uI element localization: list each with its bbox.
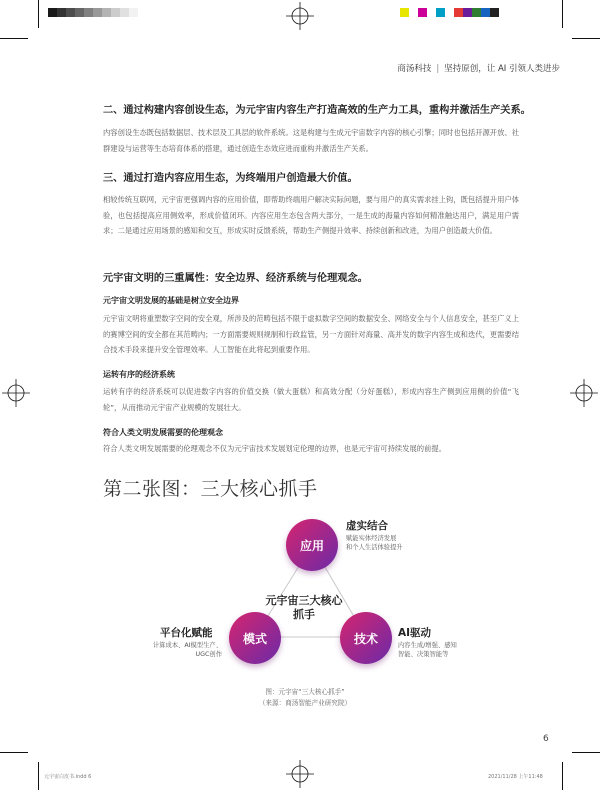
footer-filename: 元宇宙白皮书.indd 6 bbox=[44, 774, 92, 780]
node-right-desc-1: 内容生成/增强、感知 bbox=[398, 642, 457, 649]
page-number: 6 bbox=[543, 734, 549, 744]
node-model-circle: 模式 bbox=[229, 612, 281, 664]
node-right-desc-2: 智能、决策智能等 bbox=[398, 651, 449, 658]
node-left-desc-2: UGC创作 bbox=[195, 651, 222, 658]
node-top-desc-2: 和个人生活体验提升 bbox=[346, 544, 403, 551]
header-brand: 商汤科技 bbox=[397, 64, 432, 74]
ethics-subtitle: 符合人类文明发展需要的伦理观念 bbox=[103, 428, 223, 437]
section-2-title: 二、通过构建内容创设生态，为元宇宙内容生产打造高效的生产力工具，重构并激活生产关系。 bbox=[103, 105, 531, 116]
node-left-title: 平台化赋能 bbox=[160, 627, 213, 639]
figure-caption: 图：元宇宙“三大核心抓手” bbox=[265, 688, 345, 696]
node-left-desc-1: 计算成本、AI模型生产、 bbox=[152, 642, 222, 649]
section-3-body: 相较传统互联网，元宇宙更强调内容的应用价值，即帮助终端用户解决实际问题，要与用户的真实需求挂上钩，既包括提升用户体验，也包括提高应用侧效率，形成价值闭环。内容应用生态包含两大部分，一是生成的海量内容如何精准触达用户，满足用户需求；二是通过应用场景的感知和交互，形成实时反馈系统，帮助生产侧提升效率、持续创新和改进，为用户创造最大价值。 bbox=[103, 195, 519, 235]
header-slogan: 坚持原创，让 AI 引领人类进步 bbox=[444, 64, 560, 74]
node-right-title: AI驱动 bbox=[398, 627, 432, 639]
figure-source: （来源：商汤智能产业研究院） bbox=[258, 699, 352, 707]
node-top-desc-1: 赋能实体经济发展 bbox=[346, 535, 397, 542]
footer-timestamp: 2021/11/28 上午11:48 bbox=[488, 774, 543, 780]
ethics-body: 符合人类文明发展需要的伦理观念不仅为元宇宙技术发展划定伦理的边界，也是元宇宙可持续发展的前提。 bbox=[103, 444, 446, 453]
economy-body: 运转有序的经济系统可以促进数字内容的价值交换（做大蛋糕）和高效分配（分好蛋糕），形成内容生产侧到应用侧的价值“飞轮”，从而推动元宇宙产业规模的发展壮大。 bbox=[103, 387, 519, 412]
economy-subtitle: 运转有序的经济系统 bbox=[103, 370, 175, 379]
section-3-title: 三、通过打造内容应用生态，为终端用户创造最大价值。 bbox=[103, 173, 358, 184]
node-top-title: 虚实结合 bbox=[346, 520, 388, 532]
safety-body: 元宇宙文明将重塑数字空间的安全观，所涉及的范畴包括不限于虚拟数字空间的数据安全、网络安全与个人信息安全，甚至广义上的赛博空间的安全都在其范畴内；一方面需要规则规制和行政监管，另一方面针对海量、高并发的数字内容生成和迭代，更需要结合技术手段来提升安全管理效率。人工智能在此将起到重要作用。 bbox=[103, 314, 519, 354]
node-application-circle: 应用 bbox=[286, 519, 338, 571]
safety-subtitle: 元宇宙文明发展的基础是树立安全边界 bbox=[103, 296, 239, 305]
section-2-body: 内容创设生态既包括数据层、技术层及工具层的软件系统。这是构建与生成元宇宙数字内容的核心引擎；同时也包括开源开放、社群建设与运营等生态培育体系的搭建，通过创造生态效应进而重构并激活生产关系。 bbox=[103, 128, 519, 153]
node-technology-circle: 技术 bbox=[340, 612, 392, 664]
figure-center-label: 元宇宙三大核心抓手 bbox=[265, 594, 343, 621]
attributes-title: 元宇宙文明的三重属性：安全边界、经济系统与伦理观念。 bbox=[103, 273, 368, 284]
figure-title: 第二张图：三大核心抓手 bbox=[103, 478, 318, 500]
header-separator: | bbox=[436, 64, 440, 74]
